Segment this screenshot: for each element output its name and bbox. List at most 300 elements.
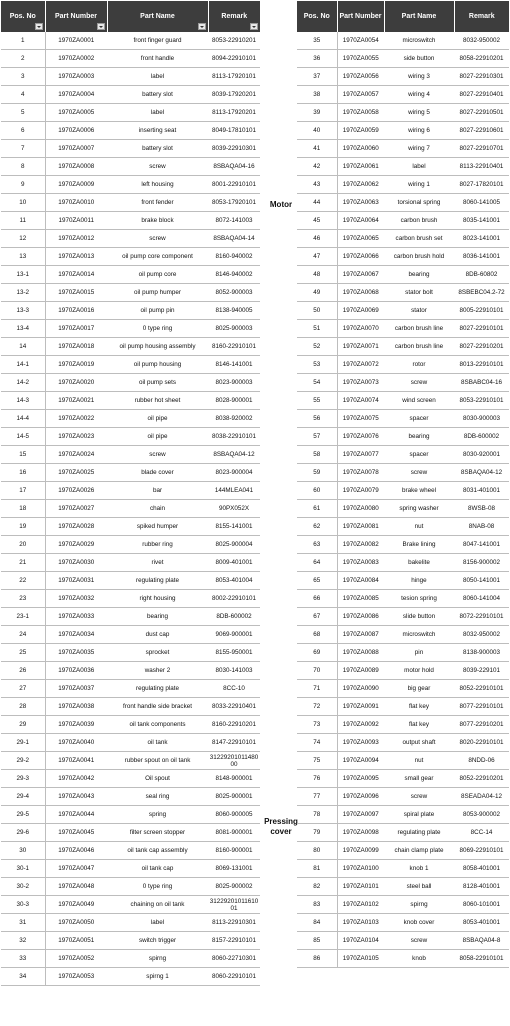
table-row	[297, 770, 509, 788]
cell-pos-no: 60	[297, 482, 337, 500]
table-row	[297, 284, 509, 302]
cell-remark: 8039-22910301	[208, 140, 260, 158]
cell-part-name: wiring 1	[384, 176, 454, 194]
table-row	[297, 374, 509, 392]
cell-part-number: 1970ZA0088	[337, 644, 384, 662]
cell-pos-no: 31	[1, 914, 45, 932]
cell-part-number: 1970ZA0005	[45, 104, 107, 122]
cell-remark: 8025-900004	[208, 536, 260, 554]
cell-part-number: 1970ZA0026	[45, 482, 107, 500]
cell-pos-no: 35	[297, 32, 337, 50]
header-part-number: Part Number	[45, 1, 107, 32]
cell-part-number: 1970ZA0028	[45, 518, 107, 536]
cell-part-name: sprocket	[107, 644, 208, 662]
cell-part-number: 1970ZA0040	[45, 734, 107, 752]
table-row	[1, 230, 260, 248]
cell-remark: 8SBABC04-16	[454, 374, 509, 392]
cell-remark: 8027-22910501	[454, 104, 509, 122]
cell-part-number: 1970ZA0056	[337, 68, 384, 86]
table-row	[297, 662, 509, 680]
cell-pos-no: 30-3	[1, 896, 45, 914]
cell-pos-no: 30-2	[1, 878, 45, 896]
cell-pos-no: 29-2	[1, 752, 45, 770]
cell-pos-no: 66	[297, 590, 337, 608]
cell-remark: 8CC-10	[208, 680, 260, 698]
table-row	[1, 482, 260, 500]
cell-part-number: 1970ZA0058	[337, 104, 384, 122]
table-row	[297, 86, 509, 104]
cell-part-name: stator bolt	[384, 284, 454, 302]
cell-part-name: oil pump core component	[107, 248, 208, 266]
cell-pos-no: 72	[297, 698, 337, 716]
cell-part-number: 1970ZA0045	[45, 824, 107, 842]
cell-part-number: 1970ZA0084	[337, 572, 384, 590]
cell-remark: 8027-22910401	[454, 86, 509, 104]
cell-part-number: 1970ZA0033	[45, 608, 107, 626]
cell-part-name: oil pump core	[107, 266, 208, 284]
cell-part-name: tesion spring	[384, 590, 454, 608]
cell-part-name: wind screen	[384, 392, 454, 410]
cell-part-name: screw	[384, 788, 454, 806]
cell-remark: 8138-940005	[208, 302, 260, 320]
cell-pos-no: 29-3	[1, 770, 45, 788]
table-row	[1, 716, 260, 734]
table-row	[1, 896, 260, 914]
filter-dropdown-icon[interactable]	[97, 23, 105, 30]
cell-part-number: 1970ZA0080	[337, 500, 384, 518]
cell-remark: 8060-141004	[454, 590, 509, 608]
table-row	[297, 932, 509, 950]
cell-part-name: microswitch	[384, 32, 454, 50]
cell-remark: 8077-22910101	[454, 698, 509, 716]
cell-part-number: 1970ZA0090	[337, 680, 384, 698]
cell-pos-no: 3	[1, 68, 45, 86]
cell-part-name: carbon brush hold	[384, 248, 454, 266]
table-row	[297, 878, 509, 896]
cell-part-name: label	[107, 104, 208, 122]
cell-part-number: 1970ZA0016	[45, 302, 107, 320]
table-row	[297, 248, 509, 266]
cell-remark: 8113-17920201	[208, 104, 260, 122]
cell-part-number: 1970ZA0086	[337, 608, 384, 626]
cell-part-number: 1970ZA0044	[45, 806, 107, 824]
cell-remark: 8025-900002	[208, 878, 260, 896]
cell-part-number: 1970ZA0035	[45, 644, 107, 662]
cell-part-number: 1970ZA0064	[337, 212, 384, 230]
cell-remark: 8146-940002	[208, 266, 260, 284]
filter-dropdown-icon[interactable]	[250, 23, 258, 30]
cell-part-number: 1970ZA0081	[337, 518, 384, 536]
cell-remark: 8077-22910201	[454, 716, 509, 734]
cell-pos-no: 42	[297, 158, 337, 176]
table-row	[297, 464, 509, 482]
cell-part-name: spiked humper	[107, 518, 208, 536]
cell-part-name: brake block	[107, 212, 208, 230]
cell-remark: 8053-17920101	[208, 194, 260, 212]
cell-part-name: output shaft	[384, 734, 454, 752]
table-row	[297, 842, 509, 860]
cell-remark: 8047-141001	[454, 536, 509, 554]
cell-part-name: flat key	[384, 698, 454, 716]
table-row	[1, 698, 260, 716]
cell-part-name: Brake lining	[384, 536, 454, 554]
cell-remark: 8148-900001	[208, 770, 260, 788]
table-body	[297, 32, 509, 968]
cell-remark: 8146-141001	[208, 356, 260, 374]
cell-remark: 8027-22910201	[454, 338, 509, 356]
cell-part-number: 1970ZA0073	[337, 374, 384, 392]
table-row	[1, 968, 260, 986]
cell-part-name: spirng	[107, 950, 208, 968]
cell-pos-no: 45	[297, 212, 337, 230]
cell-remark: 8050-141001	[454, 572, 509, 590]
cell-pos-no: 52	[297, 338, 337, 356]
cell-part-name: wiring 4	[384, 86, 454, 104]
cell-part-number: 1970ZA0024	[45, 446, 107, 464]
cell-part-name: rotor	[384, 356, 454, 374]
cell-remark: 8027-22910701	[454, 140, 509, 158]
table-row	[1, 68, 260, 86]
cell-pos-no: 14-5	[1, 428, 45, 446]
cell-part-name: wiring 3	[384, 68, 454, 86]
cell-part-number: 1970ZA0072	[337, 356, 384, 374]
cell-pos-no: 14-1	[1, 356, 45, 374]
cell-part-name: battery slot	[107, 86, 208, 104]
cell-part-name: motor hold	[384, 662, 454, 680]
table-row	[1, 860, 260, 878]
cell-part-number: 1970ZA0097	[337, 806, 384, 824]
table-row	[1, 428, 260, 446]
cell-part-name: screw	[384, 932, 454, 950]
cell-pos-no: 18	[1, 500, 45, 518]
cell-pos-no: 86	[297, 950, 337, 968]
cell-remark: 8028-900001	[208, 392, 260, 410]
table-row	[297, 806, 509, 824]
cell-remark: 8094-22910101	[208, 50, 260, 68]
cell-part-number: 1970ZA0066	[337, 248, 384, 266]
cell-pos-no: 33	[1, 950, 45, 968]
cell-pos-no: 11	[1, 212, 45, 230]
table-row	[297, 338, 509, 356]
cell-part-name: chain	[107, 500, 208, 518]
table-row	[1, 266, 260, 284]
cell-pos-no: 54	[297, 374, 337, 392]
table-row	[297, 680, 509, 698]
cell-remark: 8160-22910101	[208, 338, 260, 356]
cell-pos-no: 57	[297, 428, 337, 446]
table-row	[297, 212, 509, 230]
table-row	[297, 752, 509, 770]
cell-part-name: regulating plate	[107, 680, 208, 698]
cell-pos-no: 38	[297, 86, 337, 104]
cell-part-name: oil tank cap assembly	[107, 842, 208, 860]
cell-part-number: 1970ZA0018	[45, 338, 107, 356]
cell-pos-no: 82	[297, 878, 337, 896]
cell-part-number: 1970ZA0071	[337, 338, 384, 356]
table-row	[297, 428, 509, 446]
table-row	[1, 752, 260, 770]
cell-pos-no: 55	[297, 392, 337, 410]
table-row	[297, 140, 509, 158]
cell-pos-no: 14-2	[1, 374, 45, 392]
cell-pos-no: 67	[297, 608, 337, 626]
cell-part-name: bearing	[384, 266, 454, 284]
cell-part-name: chain clamp plate	[384, 842, 454, 860]
cell-part-name: oil pump sets	[107, 374, 208, 392]
cell-remark: 8053-401004	[208, 572, 260, 590]
cell-pos-no: 37	[297, 68, 337, 86]
cell-part-number: 1970ZA0076	[337, 428, 384, 446]
table-row	[1, 536, 260, 554]
cell-pos-no: 75	[297, 752, 337, 770]
cell-remark: 8DB-600002	[208, 608, 260, 626]
cell-remark: 8013-22910101	[454, 356, 509, 374]
cell-part-name: screw	[384, 464, 454, 482]
cell-part-name: front fender	[107, 194, 208, 212]
cell-remark: 8113-22910401	[454, 158, 509, 176]
cell-remark: 8072-22910101	[454, 608, 509, 626]
table-row	[297, 572, 509, 590]
cell-pos-no: 46	[297, 230, 337, 248]
cell-part-number: 1970ZA0087	[337, 626, 384, 644]
cell-remark: 8030-900003	[454, 410, 509, 428]
table-row	[1, 194, 260, 212]
cell-part-number: 1970ZA0034	[45, 626, 107, 644]
cell-remark: 3122920101148000	[209, 753, 259, 768]
cell-part-number: 1970ZA0079	[337, 482, 384, 500]
cell-part-name: switch trigger	[107, 932, 208, 950]
table-row	[297, 158, 509, 176]
cell-pos-no: 78	[297, 806, 337, 824]
cell-part-number: 1970ZA0103	[337, 914, 384, 932]
table-row	[297, 500, 509, 518]
cell-part-name: small gear	[384, 770, 454, 788]
cell-pos-no: 14	[1, 338, 45, 356]
table-row	[1, 284, 260, 302]
cell-part-number: 1970ZA0007	[45, 140, 107, 158]
cell-part-number: 1970ZA0062	[337, 176, 384, 194]
table-row	[297, 644, 509, 662]
cell-part-name: regulating plate	[107, 572, 208, 590]
table-row	[297, 122, 509, 140]
cell-pos-no: 29-6	[1, 824, 45, 842]
cell-part-name: screw	[384, 374, 454, 392]
cell-pos-no: 24	[1, 626, 45, 644]
section-label-motor: Motor	[269, 200, 293, 209]
table-row	[1, 770, 260, 788]
cell-pos-no: 29-1	[1, 734, 45, 752]
cell-part-name: bar	[107, 482, 208, 500]
cell-part-name: oil pump housing assembly	[107, 338, 208, 356]
cell-pos-no: 71	[297, 680, 337, 698]
table-row	[1, 572, 260, 590]
cell-remark: 90PX052X	[208, 500, 260, 518]
table-row	[1, 392, 260, 410]
cell-part-number: 1970ZA0006	[45, 122, 107, 140]
cell-part-number: 1970ZA0063	[337, 194, 384, 212]
cell-part-number: 1970ZA0078	[337, 464, 384, 482]
cell-pos-no: 5	[1, 104, 45, 122]
filter-dropdown-icon[interactable]	[198, 23, 206, 30]
cell-remark: 8060-101001	[454, 896, 509, 914]
cell-part-name: bearing	[384, 428, 454, 446]
cell-part-number: 1970ZA0074	[337, 392, 384, 410]
cell-part-name: hinge	[384, 572, 454, 590]
cell-part-number: 1970ZA0099	[337, 842, 384, 860]
cell-pos-no: 13-1	[1, 266, 45, 284]
filter-dropdown-icon[interactable]	[35, 23, 43, 30]
cell-part-name: screw	[107, 230, 208, 248]
cell-part-number: 1970ZA0047	[45, 860, 107, 878]
cell-part-name: wiring 7	[384, 140, 454, 158]
cell-part-number: 1970ZA0037	[45, 680, 107, 698]
cell-part-name: oil pump pin	[107, 302, 208, 320]
cell-pos-no: 10	[1, 194, 45, 212]
cell-part-name: oil pump humper	[107, 284, 208, 302]
cell-part-name: brake wheel	[384, 482, 454, 500]
table-row	[297, 446, 509, 464]
table-row	[297, 896, 509, 914]
cell-pos-no: 73	[297, 716, 337, 734]
cell-remark: 8009-401001	[208, 554, 260, 572]
cell-remark: 8160-940002	[208, 248, 260, 266]
cell-part-number: 1970ZA0089	[337, 662, 384, 680]
cell-part-number: 1970ZA0051	[45, 932, 107, 950]
cell-part-number: 1970ZA0049	[45, 896, 107, 914]
cell-part-number: 1970ZA0085	[337, 590, 384, 608]
cell-remark: 8020-22910101	[454, 734, 509, 752]
cell-part-name: knob	[384, 950, 454, 968]
cell-remark: 8113-22910301	[208, 914, 260, 932]
table-row	[1, 356, 260, 374]
cell-remark: 8038-22910101	[208, 428, 260, 446]
cell-pos-no: 58	[297, 446, 337, 464]
table-row	[297, 302, 509, 320]
cell-remark: 8053-401001	[454, 914, 509, 932]
cell-remark: 8025-900003	[208, 320, 260, 338]
cell-part-number: 1970ZA0050	[45, 914, 107, 932]
cell-pos-no: 1	[1, 32, 45, 50]
cell-part-name: bearing	[107, 608, 208, 626]
cell-remark: 8072-141003	[208, 212, 260, 230]
table-row	[297, 824, 509, 842]
table-row	[1, 302, 260, 320]
table-row	[1, 788, 260, 806]
cell-remark: 8027-17820101	[454, 176, 509, 194]
cell-remark: 8052-22910201	[454, 770, 509, 788]
cell-part-name: rivet	[107, 554, 208, 572]
cell-part-number: 1970ZA0031	[45, 572, 107, 590]
cell-remark: 8156-900002	[454, 554, 509, 572]
cell-remark: 8NAB-08	[454, 518, 509, 536]
cell-pos-no: 70	[297, 662, 337, 680]
cell-part-number: 1970ZA0046	[45, 842, 107, 860]
table-row	[1, 734, 260, 752]
cell-part-number: 1970ZA0032	[45, 590, 107, 608]
cell-part-name: oil pipe	[107, 410, 208, 428]
table-row	[1, 554, 260, 572]
cell-remark: 8035-141001	[454, 212, 509, 230]
table-row	[1, 446, 260, 464]
table-row	[1, 32, 260, 50]
cell-part-number: 1970ZA0075	[337, 410, 384, 428]
table-row	[297, 482, 509, 500]
cell-part-number: 1970ZA0060	[337, 140, 384, 158]
cell-part-name: big gear	[384, 680, 454, 698]
table-row	[297, 860, 509, 878]
cell-part-name: knob 1	[384, 860, 454, 878]
cell-part-number: 1970ZA0039	[45, 716, 107, 734]
cell-remark: 8060-22910101	[208, 968, 260, 986]
cell-remark: 8033-22910401	[208, 698, 260, 716]
table-row	[1, 590, 260, 608]
cell-part-number: 1970ZA0015	[45, 284, 107, 302]
cell-remark: 8030-920001	[454, 446, 509, 464]
cell-pos-no: 36	[297, 50, 337, 68]
cell-part-number: 1970ZA0102	[337, 896, 384, 914]
cell-pos-no: 61	[297, 500, 337, 518]
cell-pos-no: 49	[297, 284, 337, 302]
table-row	[1, 104, 260, 122]
cell-pos-no: 40	[297, 122, 337, 140]
cell-remark: 8SBAQA04-14	[208, 230, 260, 248]
cell-remark: 8060-900005	[208, 806, 260, 824]
table-row	[1, 122, 260, 140]
table-row	[1, 464, 260, 482]
cell-remark: 8155-141001	[208, 518, 260, 536]
cell-part-name: rubber ring	[107, 536, 208, 554]
cell-part-name: right housing	[107, 590, 208, 608]
cell-part-number: 1970ZA0048	[45, 878, 107, 896]
cell-pos-no: 32	[1, 932, 45, 950]
cell-pos-no: 69	[297, 644, 337, 662]
cell-remark: 8039-229101	[454, 662, 509, 680]
cell-part-number: 1970ZA0004	[45, 86, 107, 104]
table-body	[1, 32, 260, 986]
cell-remark: 8030-141003	[208, 662, 260, 680]
cell-pos-no: 62	[297, 518, 337, 536]
cell-pos-no: 13-3	[1, 302, 45, 320]
table-row	[1, 806, 260, 824]
cell-remark: 8023-900003	[208, 374, 260, 392]
cell-remark: 8002-22910101	[208, 590, 260, 608]
cell-remark: 8036-141001	[454, 248, 509, 266]
table-header-row	[297, 1, 509, 32]
cell-part-number: 1970ZA0023	[45, 428, 107, 446]
cell-remark: 8001-22910101	[208, 176, 260, 194]
cell-part-name: label	[107, 914, 208, 932]
table-row	[297, 788, 509, 806]
cell-part-name: left housing	[107, 176, 208, 194]
table-row	[1, 662, 260, 680]
cell-remark: 8069-22910101	[454, 842, 509, 860]
cell-remark: 8053-22910201	[208, 32, 260, 50]
cell-pos-no: 15	[1, 446, 45, 464]
cell-remark: 8053-22910101	[454, 392, 509, 410]
cell-part-name: rubber spout on oil tank	[107, 752, 208, 770]
cell-part-name: carbon brush	[384, 212, 454, 230]
cell-pos-no: 29-5	[1, 806, 45, 824]
cell-part-name: screw	[107, 158, 208, 176]
cell-pos-no: 21	[1, 554, 45, 572]
cell-part-name: slide button	[384, 608, 454, 626]
cell-part-name: battery slot	[107, 140, 208, 158]
cell-pos-no: 39	[297, 104, 337, 122]
cell-remark: 8031-401001	[454, 482, 509, 500]
cell-part-number: 1970ZA0061	[337, 158, 384, 176]
cell-part-number: 1970ZA0017	[45, 320, 107, 338]
cell-pos-no: 30-1	[1, 860, 45, 878]
